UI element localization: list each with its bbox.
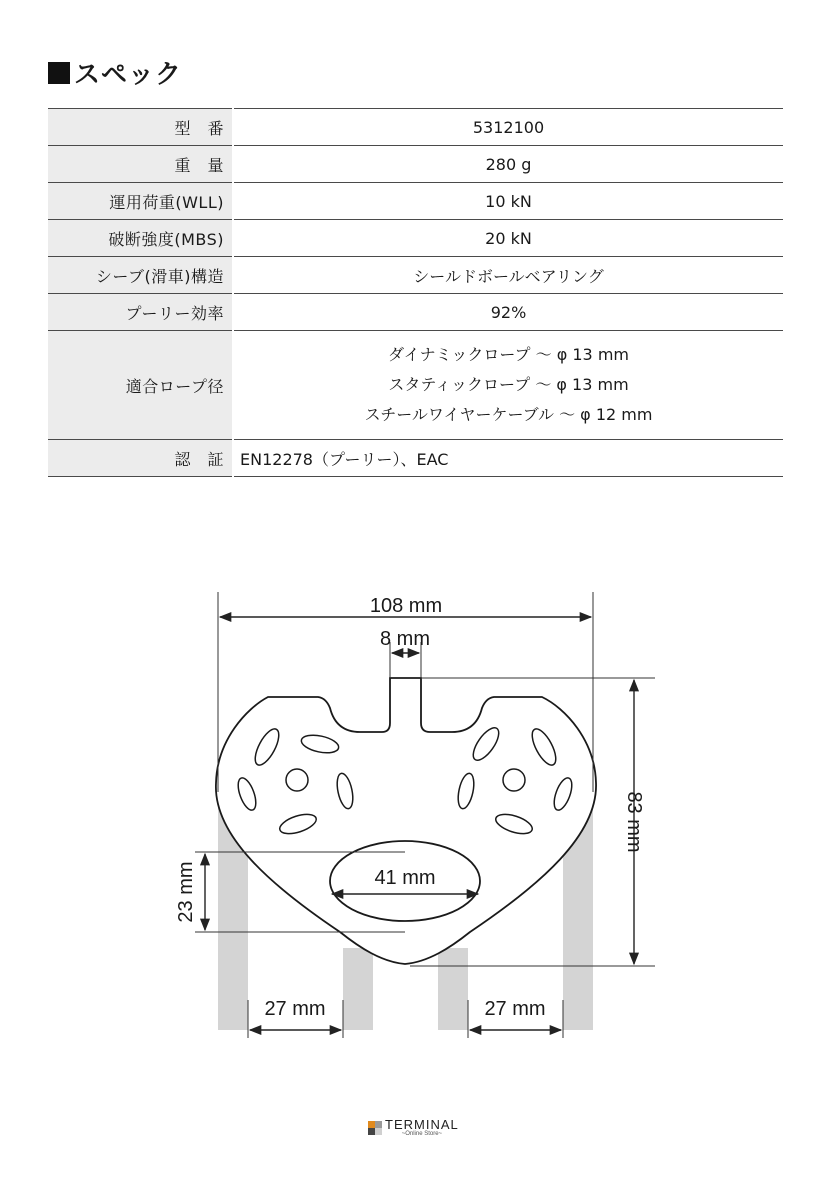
rope-static: スタティックロープ ～ φ 13 mm bbox=[388, 375, 629, 394]
spec-table bbox=[48, 108, 783, 477]
spec-label: 破断強度(MBS) bbox=[48, 220, 233, 257]
spec-label: 適合ロープ径 bbox=[48, 331, 233, 440]
rope-bar bbox=[438, 948, 468, 1030]
slot-label: 8 mm bbox=[380, 628, 430, 650]
left-gap-label: 27 mm bbox=[264, 998, 326, 1020]
hole-height-label: 23 mm bbox=[175, 861, 197, 923]
spec-label: プーリー効率 bbox=[48, 294, 233, 331]
spec-value: 280 g bbox=[233, 146, 783, 183]
spec-row-wll bbox=[48, 183, 783, 220]
spec-value: 92% bbox=[233, 294, 783, 331]
spec-value: 10 kN bbox=[233, 183, 783, 220]
spec-value: シールドボールベアリング bbox=[233, 257, 783, 294]
logo-sub-text: ~Online Store~ bbox=[401, 1131, 443, 1137]
pulley-dimension-diagram bbox=[0, 560, 833, 1080]
spec-row-weight bbox=[48, 146, 783, 183]
spec-value-rope bbox=[233, 331, 783, 440]
spec-row-efficiency bbox=[48, 294, 783, 331]
logo-brand-text: TERMINAL bbox=[385, 1117, 459, 1132]
spec-value: 5312100 bbox=[233, 109, 783, 146]
round-hole bbox=[503, 769, 525, 791]
spec-row-rope bbox=[48, 331, 783, 440]
height-label: 83 mm bbox=[623, 791, 645, 853]
section-title-text: スペック bbox=[74, 60, 183, 90]
spec-row-cert bbox=[48, 440, 783, 477]
spec-row-mbs bbox=[48, 220, 783, 257]
rope-wire: スチールワイヤーケーブル ～ φ 12 mm bbox=[364, 405, 653, 424]
spec-label: 型 番 bbox=[48, 109, 233, 146]
square-bullet-icon bbox=[48, 62, 70, 84]
spec-value: EN12278（プーリー）、EAC bbox=[233, 440, 783, 477]
spec-label: 認 証 bbox=[48, 440, 233, 477]
terminal-logo-icon bbox=[368, 1121, 382, 1135]
spec-label: 運用荷重(WLL) bbox=[48, 183, 233, 220]
terminal-logo bbox=[368, 1118, 459, 1137]
spec-row-model bbox=[48, 109, 783, 146]
right-gap-label: 27 mm bbox=[484, 998, 546, 1020]
width-label: 108 mm bbox=[369, 595, 443, 617]
spec-row-sheave bbox=[48, 257, 783, 294]
section-title bbox=[48, 54, 182, 91]
spec-label: シーブ(滑車)構造 bbox=[48, 257, 233, 294]
spec-label: 重 量 bbox=[48, 146, 233, 183]
spec-value: 20 kN bbox=[233, 220, 783, 257]
round-hole bbox=[286, 769, 308, 791]
rope-dynamic: ダイナミックロープ ～ φ 13 mm bbox=[388, 345, 629, 364]
rope-bar bbox=[343, 948, 373, 1030]
hole-width-label: 41 mm bbox=[374, 867, 436, 889]
